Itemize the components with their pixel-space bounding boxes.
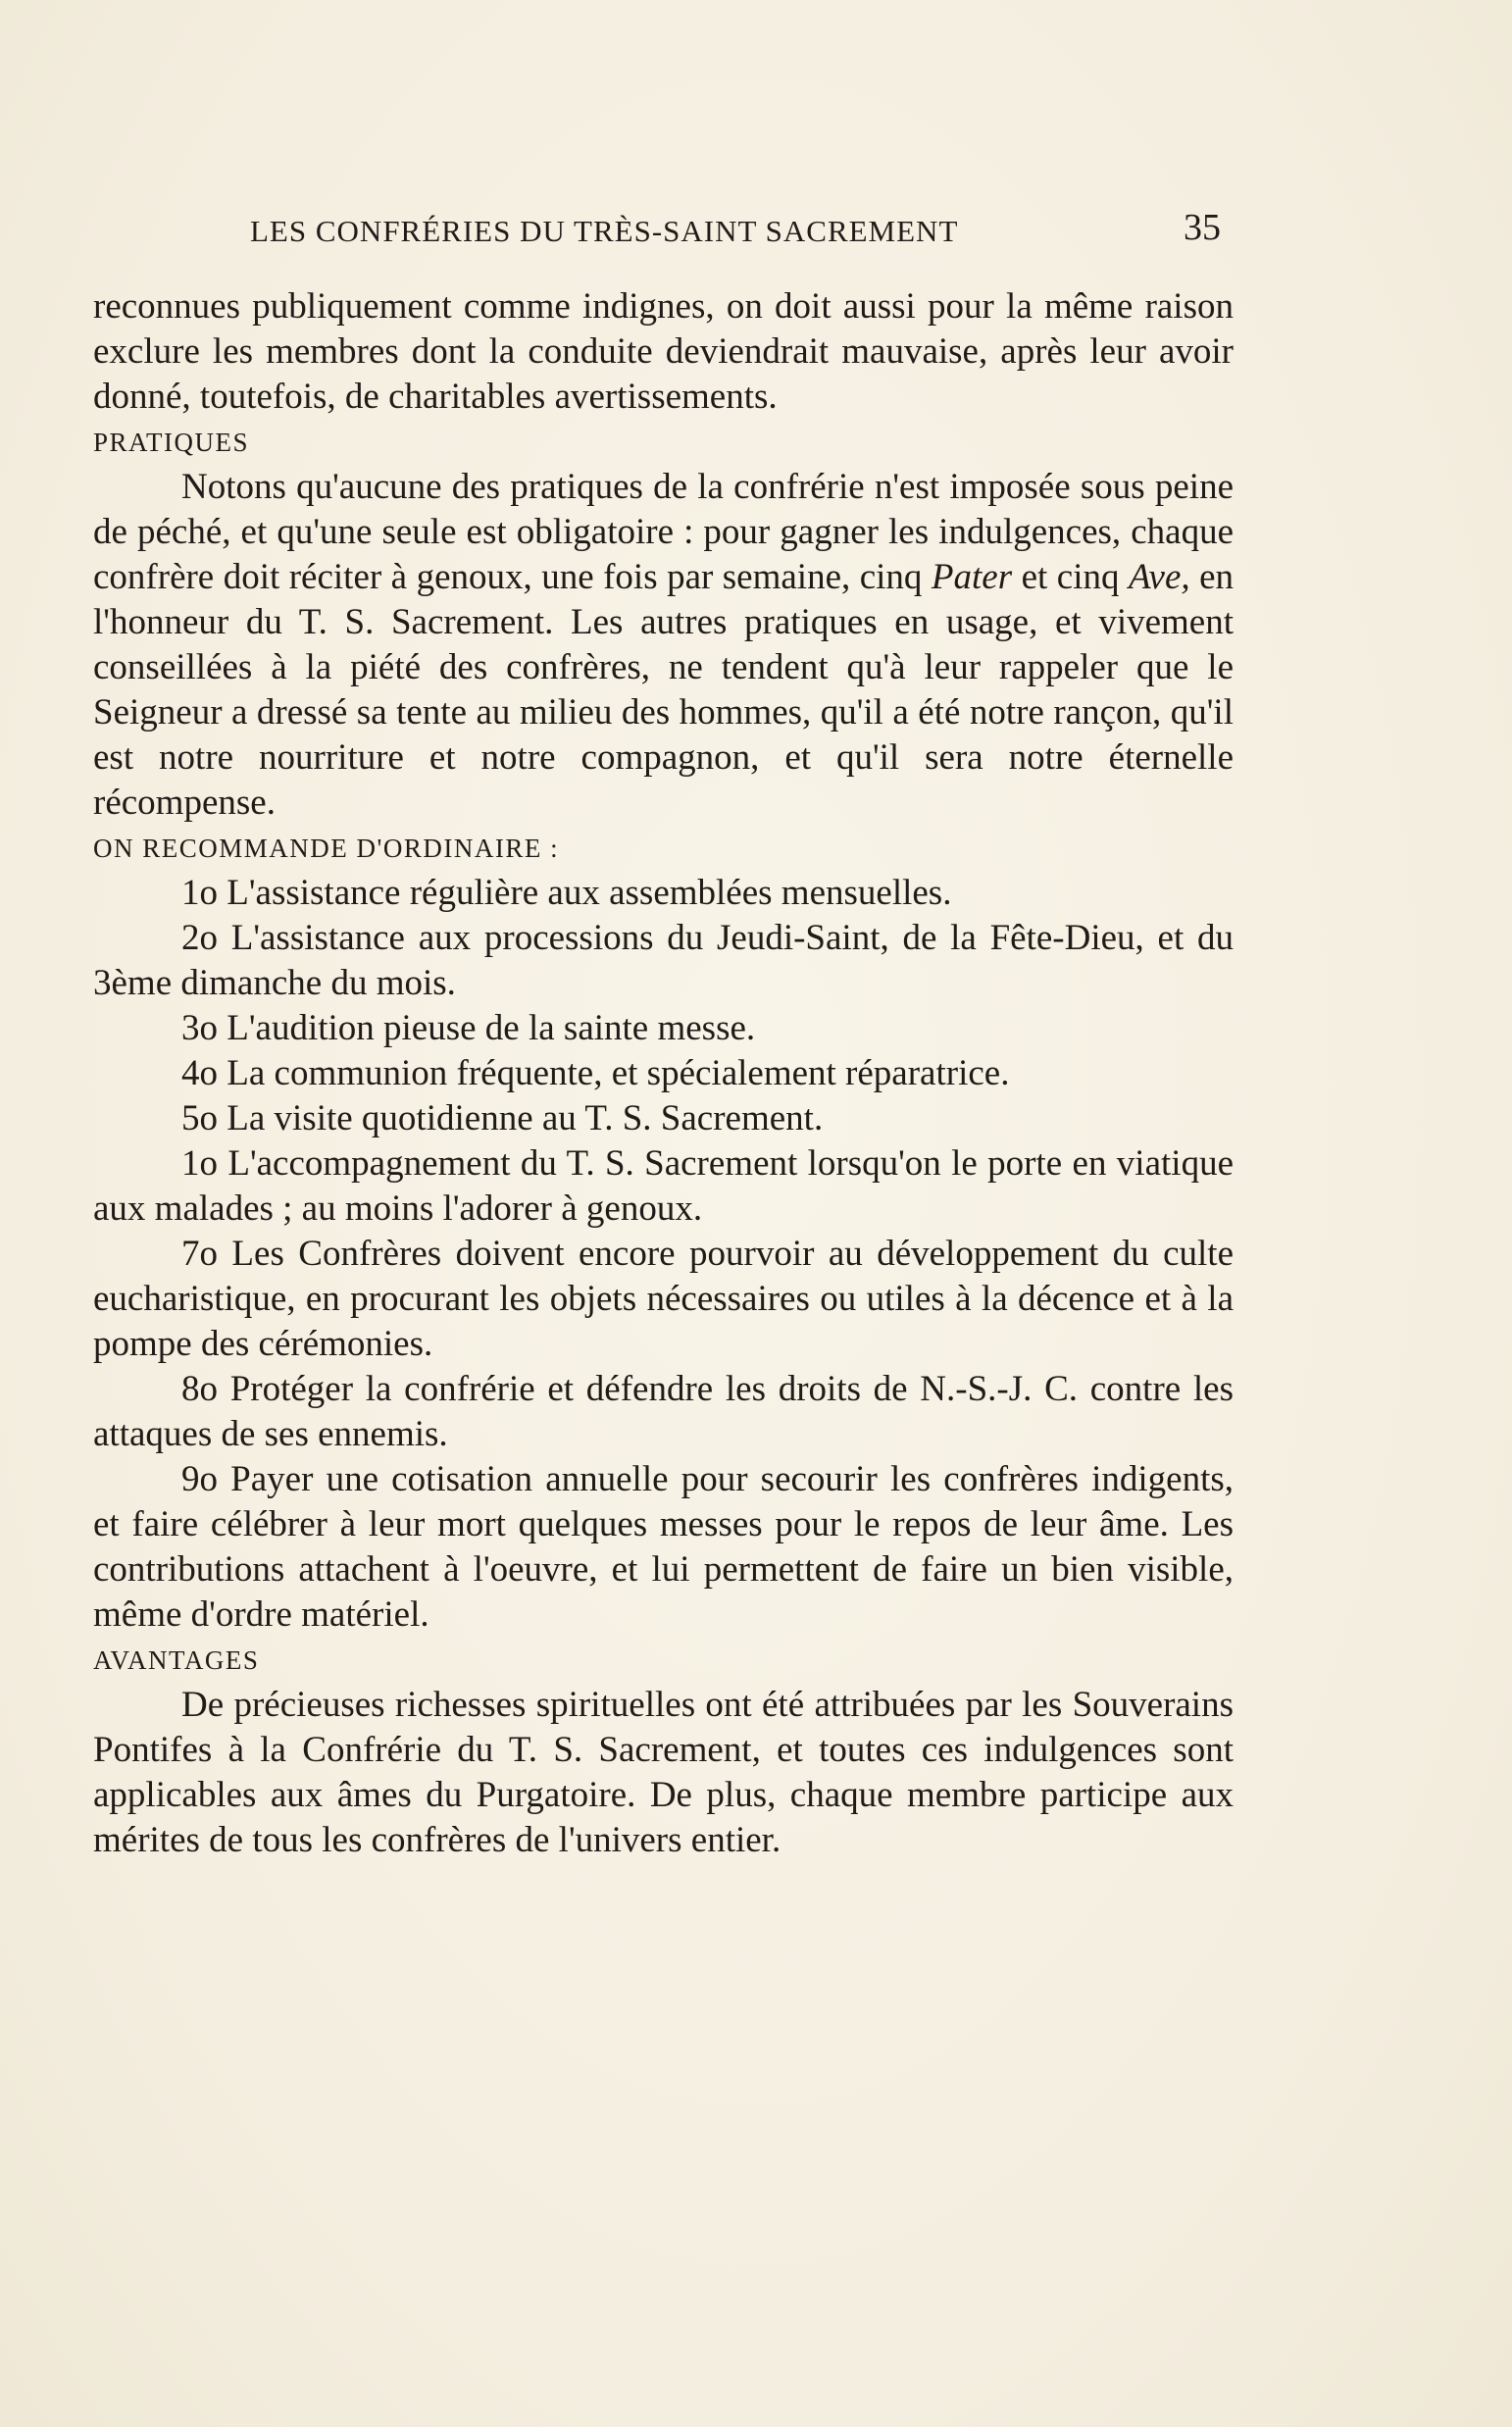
pratiques-paragraph: [93, 465, 1234, 826]
section-heading-recommande: ON RECOMMANDE D'ORDINAIRE :: [93, 834, 560, 863]
ave-word: Ave,: [1128, 557, 1190, 597]
recommandation-item: 1o L'assistance régulière aux assemblées mensuelles.: [181, 873, 952, 913]
recommandation-item: 5o La visite quotidienne au T. S. Sacrement.: [181, 1098, 824, 1138]
recommandation-item: 2o L'assistance aux processions du Jeudi-Saint, de la Fête-Dieu, et du 3ème dimanche du mois.: [93, 918, 1234, 1003]
recommandation-item: 4o La communion fréquente, et spécialement réparatrice.: [181, 1053, 1010, 1093]
pratiques-text-start: Notons qu'aucune des pratiques de la confrérie n'est imposée sous peine de péché, et qu'une seule est obligatoire : pour gagner les indulgences, chaque confrère doit réciter à genoux, une fois par semaine, cinq: [93, 467, 1234, 597]
intro-paragraph: reconnues publiquement comme indignes, on doit aussi pour la même raison exclure les membres dont la conduite deviendrait mauvaise, après leur avoir donné, toutefois, de charitables avertissements.: [93, 286, 1234, 417]
recommandation-item: 8o Protéger la confrérie et défendre les droits de N.-S.-J. C. contre les attaques de ses ennemis.: [93, 1369, 1234, 1454]
recommandation-item: 1o L'accompagnement du T. S. Sacrement lorsqu'on le porte en viatique aux malades ; au moins l'adorer à genoux.: [93, 1143, 1234, 1229]
recommandation-item: 7o Les Confrères doivent encore pourvoir au développement du culte eucharistique, en procurant les objets nécessaires ou utiles à la décence et à la pompe des cérémonies.: [93, 1234, 1234, 1364]
avantages-paragraph: De précieuses richesses spirituelles ont été attribuées par les Souverains Pontifes à la Confrérie du T. S. Sacrement, et toutes ces indulgences sont applicables aux âmes du Purgatoire. De plus, chaque membre participe aux mérites de tous les confrères de l'univers entier.: [93, 1685, 1234, 1860]
section-heading-avantages: AVANTAGES: [93, 1645, 260, 1675]
recommandation-item: 3o L'audition pieuse de la sainte messe.: [181, 1008, 756, 1048]
section-heading-pratiques: PRATIQUES: [93, 428, 250, 457]
page-number: 35: [1184, 207, 1221, 248]
pratiques-text-end: en l'honneur du T. S. Sacrement. Les autres pratiques en usage, et vivement conseillées à la piété des confrères, ne tendent qu'à leur rappeler que le Seigneur a dressé sa tente au milieu des hommes, qu'il a été notre rançon, qu'il est notre nourriture et notre compagnon, et qu'il sera notre éternelle récompense.: [93, 557, 1235, 823]
recommandation-item: 9o Payer une cotisation annuelle pour secourir les confrères indigents, et faire célébrer à leur mort quelques messes pour le repos de leur âme. Les contributions attachent à l'oeuvre, et lui permettent de faire un bien visible, même d'ordre matériel.: [93, 1459, 1234, 1635]
et-cinq-text: et cinq: [1021, 557, 1120, 597]
page-header: [250, 206, 1221, 255]
running-title: LES CONFRÉRIES DU TRÈS-SAINT SACREMENT: [250, 214, 959, 248]
pater-word: Pater: [931, 557, 1013, 597]
page-body: [93, 284, 1234, 1863]
